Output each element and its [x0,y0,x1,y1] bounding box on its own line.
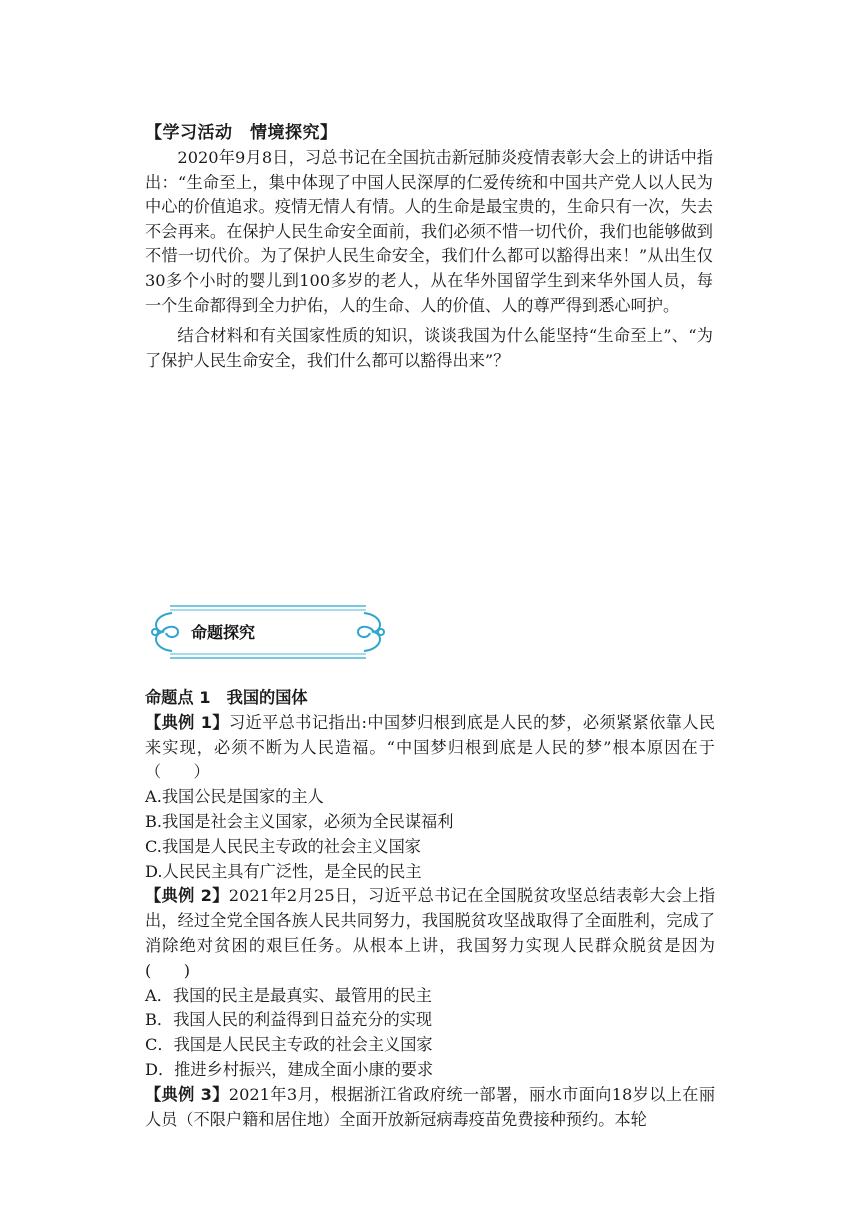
activity-material: 2020年9月8日，习总书记在全国抗击新冠肺炎疫情表彰大会上的讲话中指出：“生命至上，集中体现了中国人民深厚的仁爱传统和中国共产党人以人民为中心的价值追求。疫情无情人有情。人的生命是最宝贵的，生命只有一次，失去不会再来。在保护人民生命安全面前，我们必须不惜一切代价，我们也能够做到不惜一切代价。为了保护人民生命安全，我们什么都可以豁得出来！”从出生仅30多个小时的婴儿到100多岁的老人，从在华外国留学生到来华外国人员，每一个生命都得到全力护佑，人的生命、人的价值、人的尊严得到悉心呵护。 [145,148,713,315]
example-stem: 习近平总书记指出:中国梦归根到底是人民的梦，必须紧紧依靠人民来实现，必须不断为人民造福。“中国梦归根到底是人民的梦”根本原因在于（ ） [145,712,716,782]
point-title: 命题点 1 我国的国体 [145,688,308,707]
option: A．我国的民主是最真实、最管用的民主 [145,985,432,1005]
example-1 [145,711,715,785]
activity-question: 结合材料和有关国家性质的知识，谈谈我国为什么能坚持“生命至上”、“为了保护人民生命安全，我们什么都可以豁得出来”？ [145,326,713,370]
example-tag: 【典例 2】 [145,886,229,906]
question-block [145,686,715,1132]
option: B．我国人民的利益得到日益充分的实现 [145,1010,433,1030]
example-tag: 【典例 3】 [145,1084,229,1104]
example-2 [145,884,715,983]
activity-title: 【学习活动 情境探究】 [145,123,338,143]
example-3 [145,1083,715,1133]
option: C.我国是人民民主专政的社会主义国家 [145,836,421,856]
example-tag: 【典例 1】 [145,712,229,732]
option: B.我国是社会主义国家，必须为全民谋福利 [145,811,454,831]
banner-title: 命题探究 [190,623,255,642]
option: D.人民民主具有广泛性，是全民的民主 [145,861,422,881]
example-stem: 2021年2月25日，习近平总书记在全国脱贫攻坚总结表彰大会上指出，经过全党全国各族人民共同努力，我国脱贫攻坚战取得了全面胜利，完成了消除绝对贫困的艰巨任务。从根本上讲，我国努力实现人民群众脱贫是因为( ) [145,886,716,980]
option: D．推进乡村振兴，建成全面小康的要求 [145,1059,434,1079]
option: A.我国公民是国家的主人 [145,787,324,807]
example-stem: 2021年3月，根据浙江省政府统一部署，丽水市面向18岁以上在丽人员（不限户籍和居住地）全面开放新冠病毒疫苗免费接种预约。本轮 [145,1084,716,1129]
option: C．我国是人民民主专政的社会主义国家 [145,1035,433,1055]
